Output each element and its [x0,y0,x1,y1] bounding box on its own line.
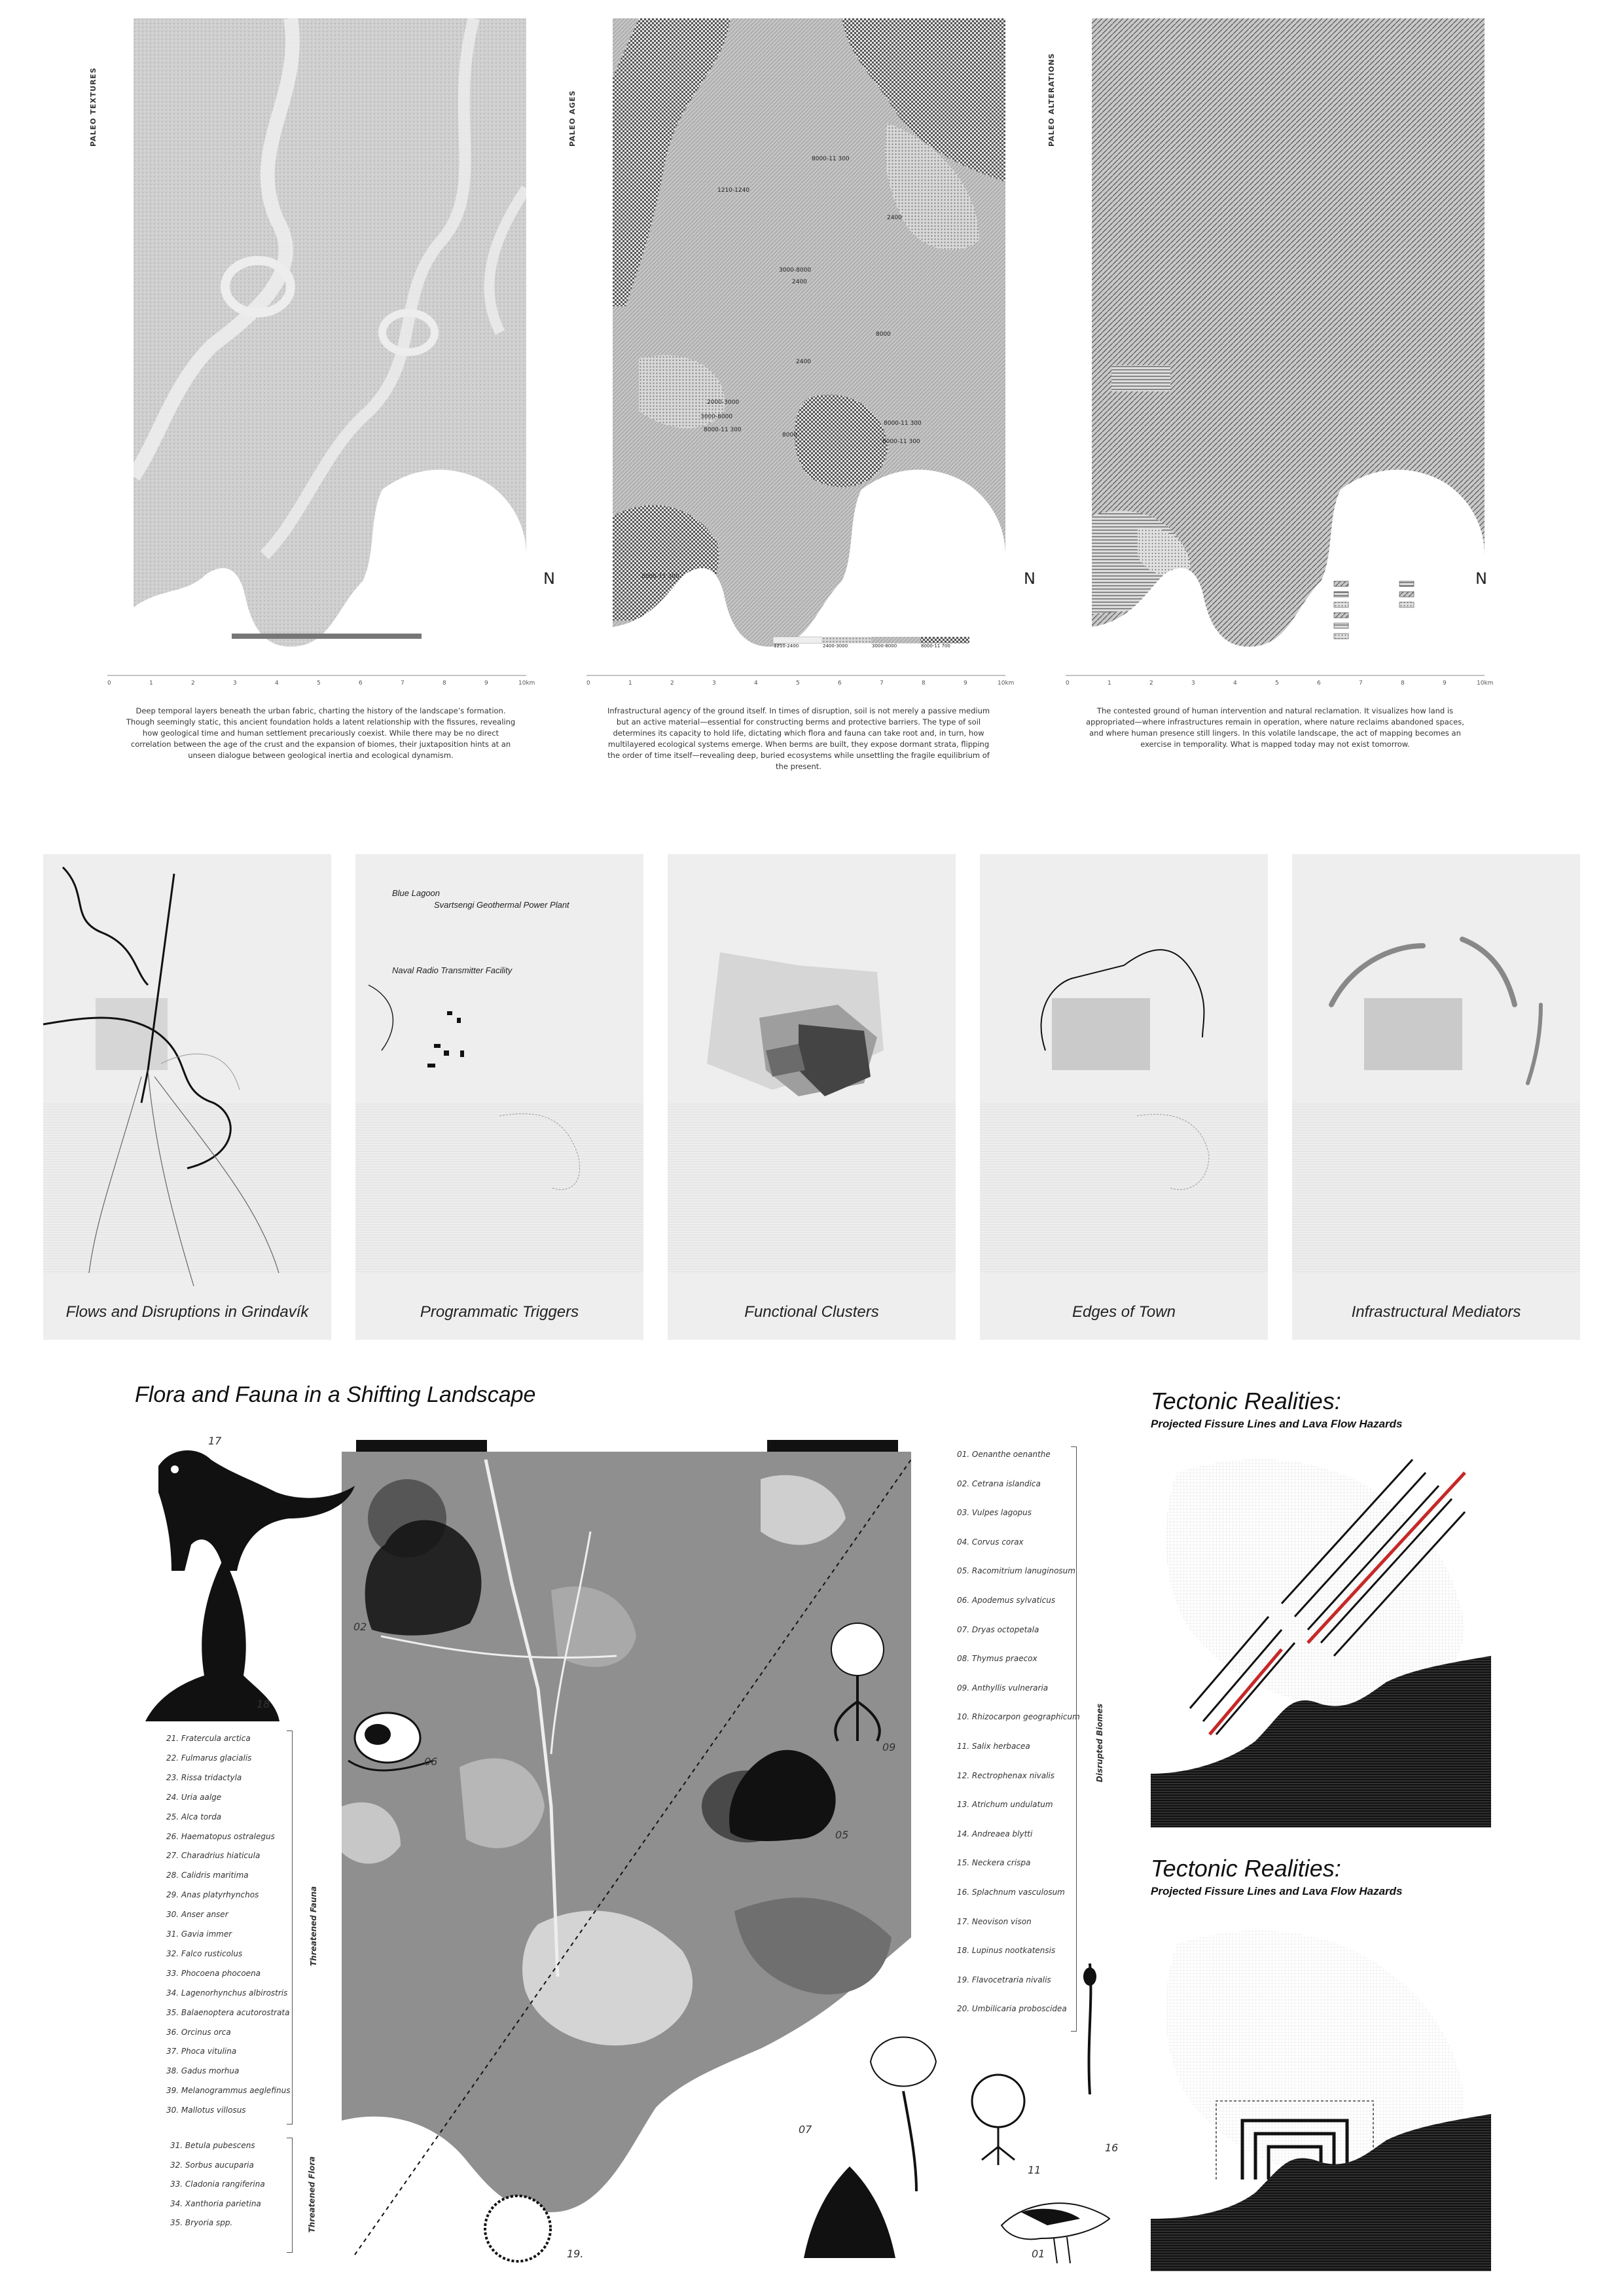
species-item: 39. Melanogrammus aeglefinus [166,2086,291,2096]
map-label: PALEO TEXTURES [89,67,98,147]
map-caption: Infrastructural agency of the ground itself. In times of disruption, soil is not merely a passive medium but an active material—essential for constructing berms and protective barriers. The type of soil determines its capacity to hold life, dictating which flora and fauna can take root and, in turn, how multilayered ecological systems emerge. When berms are built, they expose dormant strata, flipping the order of time itself—revealing deep, buried ecosystems while unsettling the fragile equilibrium of the present. [607,706,990,771]
tick-label: 5 [317,680,321,687]
alteration-map [1092,18,1485,666]
lichen-illustration [962,2068,1034,2166]
bird-illustration [995,2179,1113,2265]
species-item: 07. Dryas octopetala [957,1624,1039,1634]
tick-label: 10km [998,680,1015,687]
north-arrow-icon: N [1024,569,1036,588]
species-item: 19. Flavocetraria nivalis [957,1975,1051,1984]
group-label: Threatened Fauna [309,1886,319,1967]
species-item: 13. Atrichum undulatum [957,1800,1053,1810]
species-item: 16. Splachnum vasculosum [957,1888,1065,1897]
tick-label: 8 [442,680,446,687]
tick-label: 10km [518,680,535,687]
label-blue-lagoon: Blue Lagoon [392,888,441,898]
species-item: 37. Phoca vitulina [166,2047,237,2056]
species-item: 34. Xanthoria parietina [170,2198,261,2208]
species-item: 11. Salix herbacea [957,1742,1030,1751]
legend-label: 3000-8000 [872,643,897,649]
age-label: 2000-3000 [707,399,740,406]
edges-map [980,854,1268,1340]
species-item: 24. Uria aalge [166,1792,222,1802]
species-item: 10. Rhizocarpon geographicum [957,1712,1080,1722]
illustration-number: 18 [257,1698,270,1710]
tectonic-subtitle: Projected Fissure Lines and Lava Flow Hazards [1151,1418,1403,1430]
illustration-number: 07 [799,2123,812,2136]
tick-label: 0 [586,680,590,687]
north-arrow-icon: N [543,569,555,588]
illustration-number: 02 [353,1621,367,1633]
illustration-number: 16 [1105,2142,1119,2154]
scale-axis [107,673,1560,692]
fern-illustration [797,2127,902,2258]
tick-label: 5 [1275,680,1279,687]
age-label: 8000-11 300 [812,156,850,162]
panel-title: Flows and Disruptions in Grindavík [65,1303,309,1321]
tick-label: 0 [1066,680,1070,687]
legend-label: 8000-11 700 [921,643,950,649]
illustration-number: 01 [1032,2248,1045,2260]
species-item: 09. Anthyllis vulneraria [957,1683,1049,1693]
tick-label: 9 [964,680,967,687]
species-item: 06. Apodemus sylvaticus [957,1596,1056,1605]
tick-label: 6 [838,680,842,687]
species-item: 32. Sorbus aucuparia [170,2160,254,2170]
panel-title: Functional Clusters [744,1303,879,1321]
map-caption: Deep temporal layers beneath the urban fabric, charting the history of the landscape’s formation. Though seemingly static, this ancient foundation holds a latent relationship with the fissures, revealing how geological time and human settlement precariously coexist. While there may be no direct correlation between the age of the crust and the expansion of biomes, their juxtaposition hints at an unseen dialogue between geological inertia and ecological dynamism. [126,706,516,760]
tick-label: 10km [1477,680,1494,687]
group-label: Threatened Flora [307,2156,317,2233]
fissure-map [1151,1433,1491,1827]
tectonic-title: Tectonic Realities: [1151,1855,1341,1882]
age-label: 2400 [887,215,902,221]
tick-label: 7 [401,680,405,687]
species-item: 32. Falco rusticolus [166,1948,243,1958]
paleo-alterations-map [1042,18,1500,666]
paleo-textures-map [84,18,555,666]
stalk-illustration [1073,1964,1106,2094]
species-item: 34. Lagenorhynchus albirostris [166,1988,288,1998]
age-label: 3000-8000 [700,414,733,420]
species-item: 21. Fratercula arctica [166,1734,251,1743]
species-item: 33. Phocoena phocoena [166,1968,261,1978]
species-item: 15. Neckera crispa [957,1858,1031,1868]
tick-label: 5 [796,680,800,687]
tick-label: 4 [275,680,279,687]
species-item: 14. Andreaea blytti [957,1829,1033,1839]
species-item: 03. Vulpes lagopus [957,1508,1032,1518]
age-label: 8000-11 300 [884,420,922,427]
triggers-map [355,854,643,1340]
map-label: PALEO AGES [568,90,577,147]
tick-label: 2 [670,680,674,687]
age-label: 8000-11 300 [641,573,679,580]
panel-triggers [355,854,643,1340]
tick-label: 0 [107,680,111,687]
tick-label: 9 [484,680,488,687]
paleo-ages-map [563,18,1036,666]
species-item: 20. Umbilicaria proboscidea [957,2004,1067,2014]
species-item: 30. Anser anser [166,1910,228,1920]
terrain-map [134,18,526,666]
map-caption: The contested ground of human intervention and natural reclamation. It visualizes how land is appropriated—where infrastructures remain in operation, where nature reclaims abandoned spaces, and where human presence still lingers. In this volatile landscape, the act of mapping becomes an exercise in temporality. What is mapped today may not exist tomorrow. [1086,706,1464,749]
species-item: 36. Orcinus orca [166,2027,231,2037]
species-item: 31. Gavia immer [166,1929,232,1939]
age-label: 8000-11 300 [882,439,920,445]
tick-label: 6 [359,680,363,687]
illustration-number: 05 [835,1829,849,1841]
species-item: 18. Lupinus nootkatensis [957,1946,1056,1956]
tick-label: 1 [1108,680,1111,687]
species-item: 25. Alca torda [166,1812,222,1821]
tick-label: 7 [1359,680,1363,687]
shrub-illustration [717,1728,848,1846]
tick-label: 4 [1233,680,1237,687]
species-item: 12. Rectrophenax nivalis [957,1770,1054,1780]
species-item: 35. Bryoria spp. [170,2218,233,2227]
age-label: 1210-1240 [717,187,750,194]
panel-title: Programmatic Triggers [420,1303,579,1321]
section-title: Flora and Fauna in a Shifting Landscape [135,1382,536,1407]
tick-label: 8 [922,680,926,687]
species-item: 38. Gadus morhua [166,2066,240,2076]
illustration-number: 17 [208,1435,222,1447]
species-item: 33. Cladonia rangiferina [170,2179,265,2189]
soil-age-map [613,18,1005,666]
tick-label: 3 [712,680,716,687]
species-item: 31. Betula pubescens [170,2141,255,2150]
species-item: 08. Thymus praecox [957,1654,1037,1664]
age-label: 8000-11 300 [704,427,742,433]
legend-label: 2400-3000 [823,643,848,649]
panel-title: Infrastructural Mediators [1351,1303,1521,1321]
map-label: PALEO ALTERATIONS [1047,52,1056,147]
panel-edges [980,854,1268,1340]
species-item: 28. Calidris maritima [166,1871,249,1880]
tick-label: 8 [1401,680,1405,687]
rock-lichen-illustration [482,2193,554,2265]
species-item: 05. Racomitrium lanuginosum [957,1566,1075,1576]
species-item: 27. Charadrius hiaticula [166,1851,261,1861]
species-item: 30. Mallotus villosus [166,2106,246,2115]
label-svartsengi: Svartsengi Geothermal Power Plant [434,900,569,910]
species-item: 04. Corvus corax [957,1537,1024,1547]
legend-label: 1210-2400 [774,643,799,649]
panel-flows [43,854,331,1340]
species-item: 23. Rissa tridactyla [166,1772,242,1782]
age-label: 8000 [782,432,797,439]
bracket [1071,1446,1077,2032]
tick-label: 2 [1149,680,1153,687]
species-item: 01. Oenanthe oenanthe [957,1450,1051,1459]
group-label: Disrupted Biomes [1095,1703,1105,1783]
tick-label: 1 [149,680,153,687]
illustration-number: 09 [882,1741,896,1753]
lava-flow-map [1151,1905,1491,2271]
label-naval-radio: Naval Radio Transmitter Facility [392,965,513,975]
moss-illustration [346,1499,503,1643]
bracket [287,1731,293,2125]
age-label: 8000 [876,331,891,338]
illustration-number: 06 [424,1755,438,1768]
tectonic-title: Tectonic Realities: [1151,1388,1341,1414]
flows-map [43,854,331,1340]
tectonic-subtitle: Projected Fissure Lines and Lava Flow Hazards [1151,1885,1403,1897]
tick-label: 1 [628,680,632,687]
age-label: 2400 [796,359,811,365]
species-item: 22. Fulmarus glacialis [166,1753,252,1763]
tick-label: 7 [880,680,884,687]
species-item: 26. Haematopus ostralegus [166,1831,275,1841]
tick-label: 4 [754,680,758,687]
panel-clusters [668,854,956,1340]
species-item: 02. Cetrarıa islandica [957,1479,1041,1488]
bracket [287,2138,293,2253]
tick-label: 9 [1443,680,1447,687]
age-label: 2400 [792,279,807,285]
illustration-number: 11 [1028,2164,1041,2176]
mediators-map [1292,854,1580,1340]
species-item: 17. Neovison vison [957,1916,1032,1926]
species-item: 29. Anas platyrhynchos [166,1890,259,1900]
panel-mediators [1292,854,1580,1340]
tick-label: 2 [191,680,195,687]
tick-label: 3 [1191,680,1195,687]
tick-label: 6 [1317,680,1321,687]
panel-title: Edges of Town [1072,1303,1176,1321]
species-item: 35. Balaenoptera acutorostrata [166,2007,290,2017]
north-arrow-icon: N [1475,569,1487,588]
ferret-illustration [145,1440,361,1577]
age-label: 3000-8000 [779,267,812,274]
clusters-map [668,854,956,1340]
illustration-number: 19. [567,2248,584,2260]
tick-label: 3 [233,680,237,687]
